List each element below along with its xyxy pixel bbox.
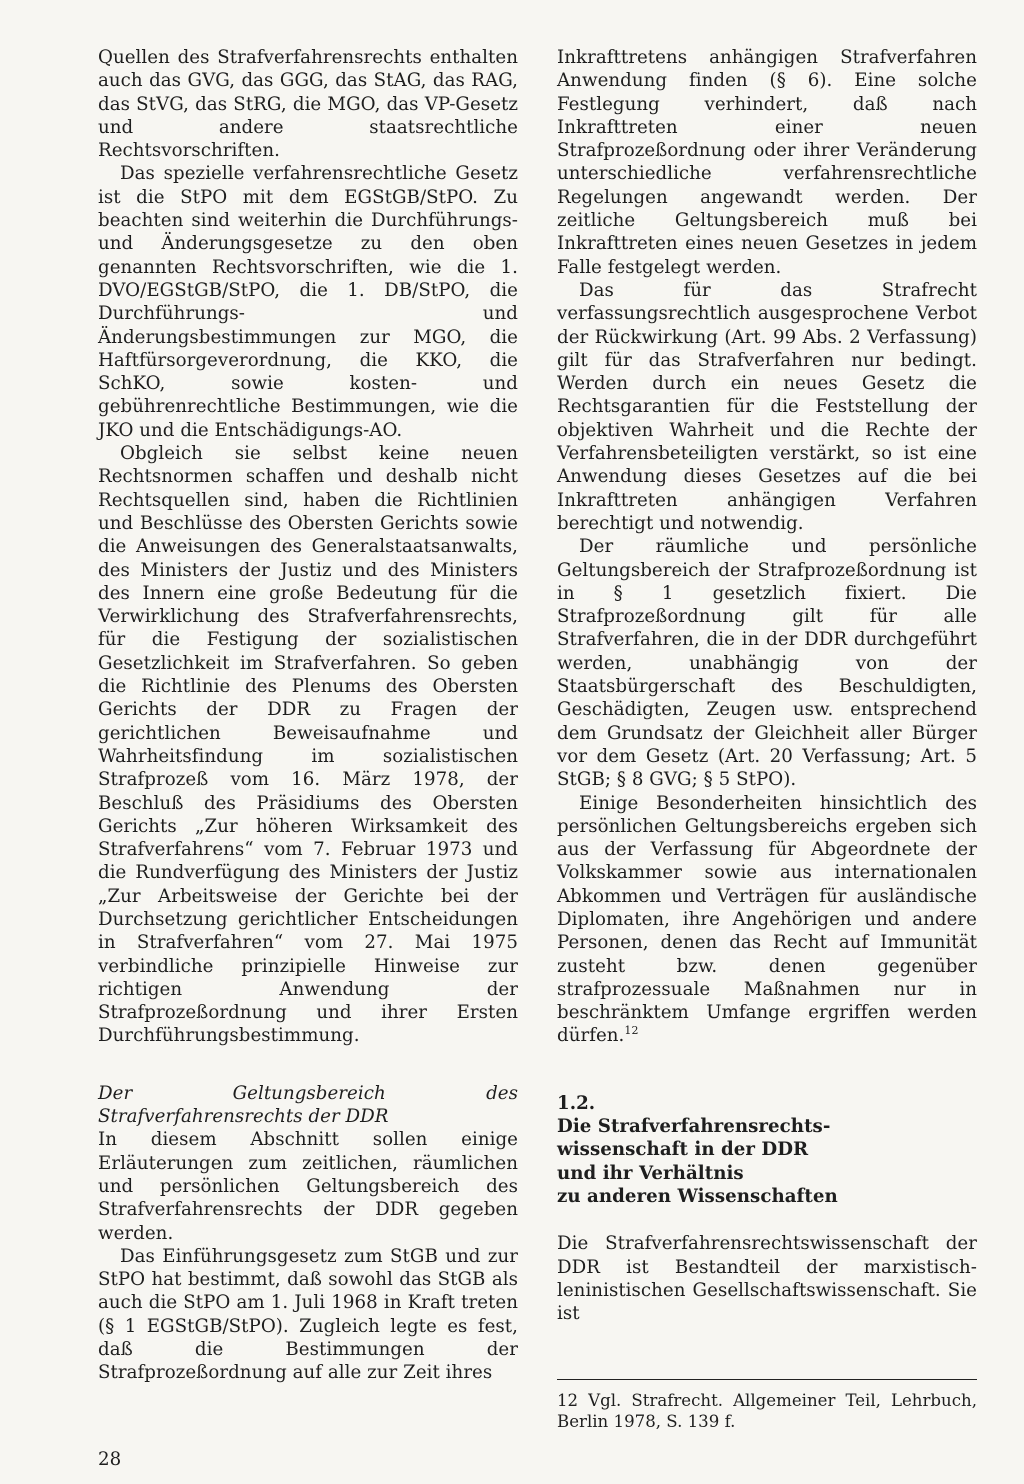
chapter-title-line: und ihr Verhältnis <box>557 1162 744 1184</box>
left-column <box>98 46 518 1385</box>
right-column <box>557 46 977 1325</box>
paragraph: In diesem Abschnitt sollen einige Erläuterungen zum zeitlichen, räumlichen und persönlichen Geltungsbereich des Strafverfahrensrechts der DDR gegeben werden. <box>98 1129 518 1244</box>
chapter-title-line: Die Strafverfahrensrechts- <box>557 1116 831 1138</box>
footnote-marker: 12 <box>624 1024 639 1038</box>
paragraph-text: Einige Besonderheiten hinsichtlich des persönlichen Geltungsbereichs ergeben sich aus der Verfassung für Abgeordnete der Volkskammer sowie aus internationalen Abkommen und Verträgen für ausländische Diplomaten, ihre Angehörigen und andere Personen, denen das Recht auf Immunität zusteht bzw. denen gegenüber strafprozessuale Maßnahmen nur in beschränktem Umfange ergriffen werden dürfen. <box>557 792 977 1047</box>
chapter-title-line: zu anderen Wissenschaften <box>557 1185 838 1207</box>
chapter-number: 1.2. <box>557 1092 596 1114</box>
paragraph: Obgleich sie selbst keine neuen Rechtsnormen schaffen und deshalb nicht Rechtsquellen sind, haben die Richtlinien und Beschlüsse des Obersten Gerichts sowie die Anweisungen des Generalstaatsanwalts, des Ministers der Justiz und des Ministers des Innern eine große Bedeutung für die Verwirklichung des Strafverfahrensrechts, für die Festigung der sozialistischen Gesetzlichkeit im Strafverfahren. So geben die Richtlinie des Plenums des Obersten Gerichts der DDR zu Fragen der gerichtlichen Beweisaufnahme und Wahrheitsfindung im sozialistischen Strafprozeß vom 16. März 1978, der Beschluß des Präsidiums des Obersten Gerichts „Zur höheren Wirksamkeit des Strafverfahrens“ vom 7. Februar 1973 und die Rundverfügung des Ministers der Justiz „Zur Arbeitsweise der Gerichte bei der Durchsetzung gerichtlicher Entscheidungen in Strafverfahren“ vom 27. Mai 1975 verbindliche prinzipielle Hinweise zur richtigen Anwendung der Strafprozeßordnung und ihrer Ersten Durchführungsbestimmung. <box>98 443 518 1047</box>
paragraph <box>557 792 977 1048</box>
paragraph: Quellen des Strafverfahrensrechts enthalten auch das GVG, das GGG, das StAG, das RAG, das StVG, das StRG, die MGO, das VP-Gesetz und andere staatsrechtliche Rechtsvorschriften. <box>98 47 518 162</box>
page-number: 28 <box>98 1449 122 1470</box>
footnote-rule <box>557 1379 977 1380</box>
chapter-title-line: wissenschaft in der DDR <box>557 1139 809 1161</box>
paragraph: Das Einführungsgesetz zum StGB und zur StPO hat bestimmt, daß sowohl das StGB als auch die StPO am 1. Juli 1968 in Kraft treten (§ 1 EGStGB/StPO). Zugleich legte es fest, daß die Bestimmungen der Strafprozeßordnung auf alle zur Zeit ihres <box>98 1245 518 1384</box>
paragraph: Die Strafverfahrensrechtswissenschaft der DDR ist Bestandteil der marxistisch-leninistischen Gesellschaftswissenschaft. Sie ist <box>557 1233 977 1325</box>
paragraph: Inkrafttretens anhängigen Strafverfahren Anwendung finden (§ 6). Eine solche Festlegung verhindert, daß nach Inkrafttreten einer neuen Strafprozeßordnung oder ihrer Veränderung unterschiedliche verfahrensrechtliche Regelungen angewandt werden. Der zeitliche Geltungsbereich muß bei Inkrafttreten eines neuen Gesetzes in jedem Falle festgelegt werden. <box>557 47 977 278</box>
footnote: 12 Vgl. Strafrecht. Allgemeiner Teil, Lehrbuch, Berlin 1978, S. 139 f. <box>557 1391 977 1431</box>
paragraph: Das spezielle verfahrensrechtliche Gesetz ist die StPO mit dem EGStGB/StPO. Zu beachten sind weiterhin die Durchführungs- und Änderungsgesetze zu den oben genannten Rechtsvorschriften, wie die 1. DVO/EGStGB/StPO, die 1. DB/StPO, die Durchführungs- und Änderungsbestimmungen zur MGO, die Haftfürsorgeverordnung, die KKO, die SchKO, sowie kosten- und gebührenrechtliche Bestimmungen, wie die JKO und die Entschädigungs-AO. <box>98 163 518 441</box>
paragraph: Das für das Strafrecht verfassungsrechtlich ausgesprochene Verbot der Rückwirkung (Art. 99 Abs. 2 Verfassung) gilt für das Strafverfahren nur bedingt. Werden durch ein neues Gesetz die Rechtsgarantien für die Feststellung der objektiven Wahrheit und die Rechte der Verfahrensbeteiligten verstärkt, so ist eine Anwendung dieses Gesetzes auf die bei Inkrafttreten anhängigen Verfahren berechtigt und notwendig. <box>557 279 977 534</box>
section-heading: Der Geltungsbereich des Strafverfahrensrechts der DDR <box>98 1082 518 1128</box>
paragraph: Der räumliche und persönliche Geltungsbereich der Strafprozeßordnung ist in § 1 gesetzlich fixiert. Die Strafprozeßordnung gilt für alle Strafverfahren, die in der DDR durchgeführt werden, unabhängig von der Staatsbürgerschaft des Beschuldigten, Geschädigten, Zeugen usw. entsprechend dem Grundsatz der Gleichheit aller Bürger vor dem Gesetz (Art. 20 Verfassung; Art. 5 StGB; § 8 GVG; § 5 StPO). <box>557 536 977 791</box>
